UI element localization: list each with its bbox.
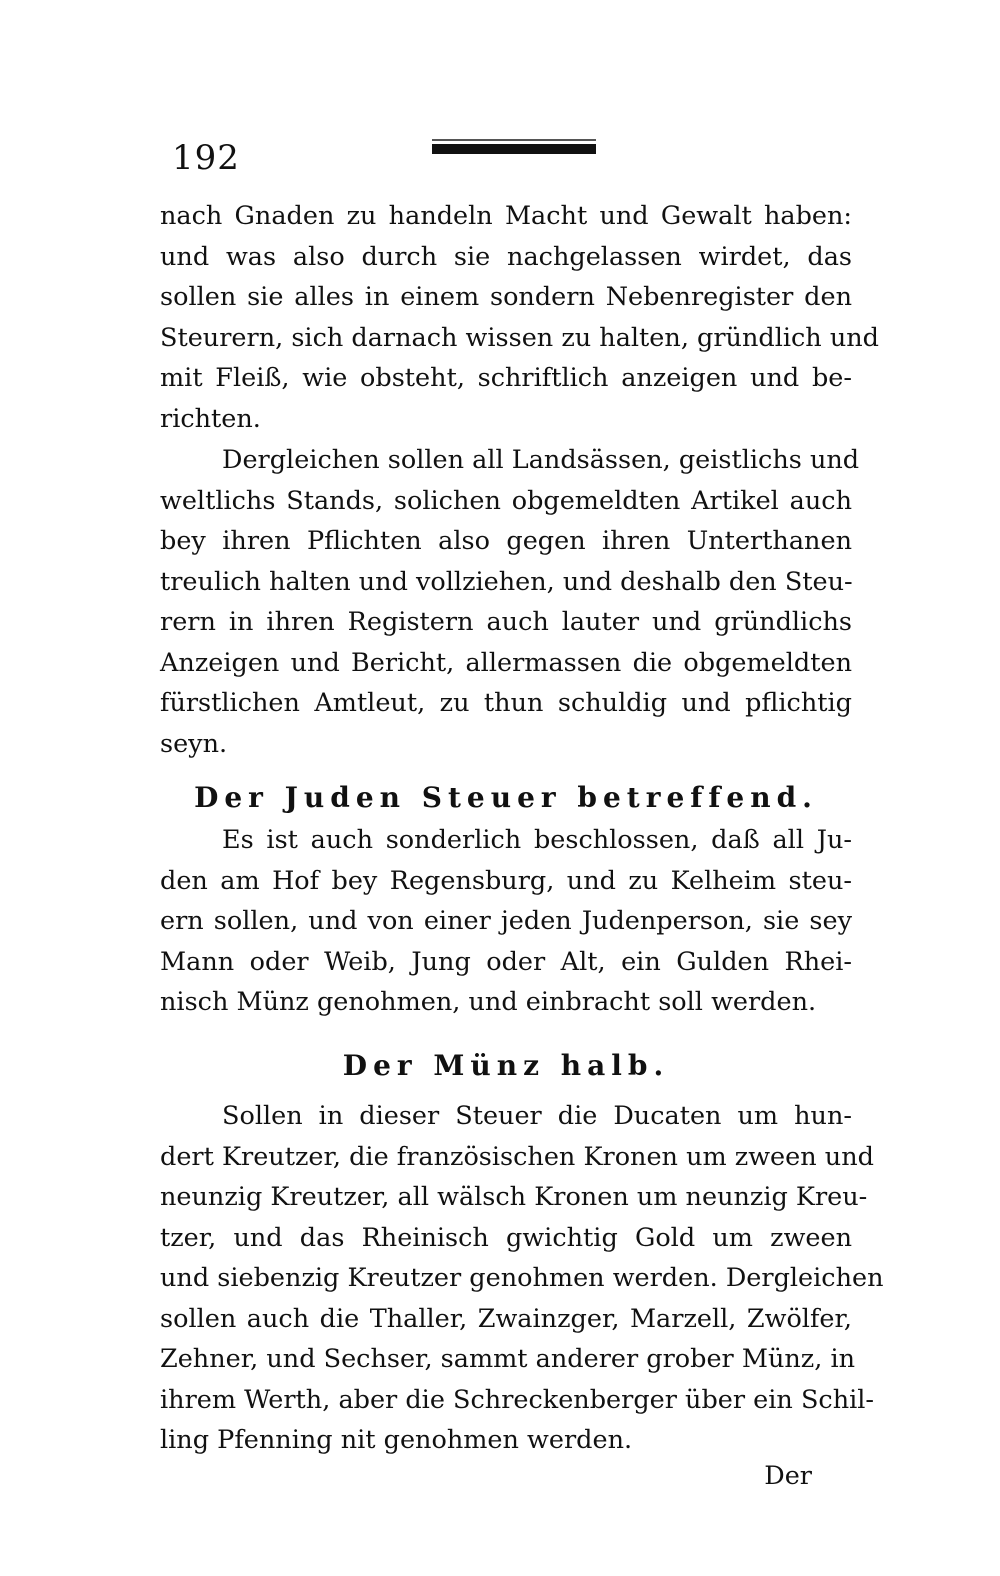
text-line: Steurern, sich darnach wissen zu halten, gründlich und xyxy=(160,322,880,353)
text-line: rern in ihren Registern auch lauter und gründlichs xyxy=(160,607,852,637)
paragraph-section-2 xyxy=(160,440,860,764)
text-line: fürstlichen Amtleut, zu thun schuldig und pflichtig xyxy=(160,688,852,718)
text-line: ern sollen, und von einer jeden Judenperson, sie sey xyxy=(160,906,852,936)
text-line: bey ihren Pflichten also gegen ihren Unterthanen xyxy=(160,526,852,556)
page-number: 192 xyxy=(172,138,240,178)
header-rule xyxy=(432,144,596,154)
text-line: sollen sie alles in einem sondern Nebenregister den xyxy=(160,282,852,312)
text-line: Zehner, und Sechser, sammt anderer grober Münz, in xyxy=(160,1344,856,1374)
section-heading: Der Münz halb. xyxy=(342,1049,670,1082)
text-line: Dergleichen sollen all Landsässen, geistlichs und xyxy=(222,445,860,475)
text-line: sollen auch die Thaller, Zwainzger, Marzell, Zwölfer, xyxy=(160,1303,852,1334)
text-line: seyn. xyxy=(160,728,228,759)
text-line: nisch Münz genohmen, und einbracht soll werden. xyxy=(160,987,817,1017)
text-line: Anzeigen und Bericht, allermassen die obgemeldten xyxy=(160,647,852,678)
text-line: und siebenzig Kreutzer genohmen werden. Dergleichen xyxy=(160,1263,884,1293)
text-line: ling Pfenning nit genohmen werden. xyxy=(160,1425,633,1455)
text-line: Es ist auch sonderlich beschlossen, daß all Ju- xyxy=(222,825,852,855)
text-line: nach Gnaden zu handeln Macht und Gewalt haben: xyxy=(160,201,852,231)
paragraph-section-3 xyxy=(160,820,852,1023)
text-line: Sollen in dieser Steuer die Ducaten um hun- xyxy=(222,1101,852,1131)
text-line: und was also durch sie nachgelassen wirdet, das xyxy=(160,241,852,272)
text-line: richten. xyxy=(160,403,261,434)
text-line: Mann oder Weib, Jung oder Alt, ein Gulden Rhei- xyxy=(160,946,852,977)
text-line: den am Hof bey Regensburg, und zu Kelheim steu- xyxy=(160,865,852,896)
paragraph-section-4 xyxy=(160,1096,884,1461)
text-line: ihrem Werth, aber die Schreckenberger über ein Schil- xyxy=(160,1384,875,1415)
section-heading: Der Juden Steuer betreffend. xyxy=(194,781,818,814)
text-line: weltlichs Stands, solichen obgemeldten Artikel auch xyxy=(160,485,852,516)
text-line: dert Kreutzer, die französischen Kronen um zween und xyxy=(160,1141,874,1172)
text-line: tzer, und das Rheinisch gwichtig Gold um zween xyxy=(160,1222,852,1253)
text-line: neunzig Kreutzer, all wälsch Kronen um neunzig Kreu- xyxy=(160,1182,868,1212)
catchword: Der xyxy=(764,1461,812,1491)
text-line: treulich halten und vollziehen, und deshalb den Steu- xyxy=(160,566,853,597)
text-line: mit Fleiß, wie obsteht, schriftlich anzeigen und be- xyxy=(160,363,852,393)
paragraph-section-1 xyxy=(160,196,880,439)
